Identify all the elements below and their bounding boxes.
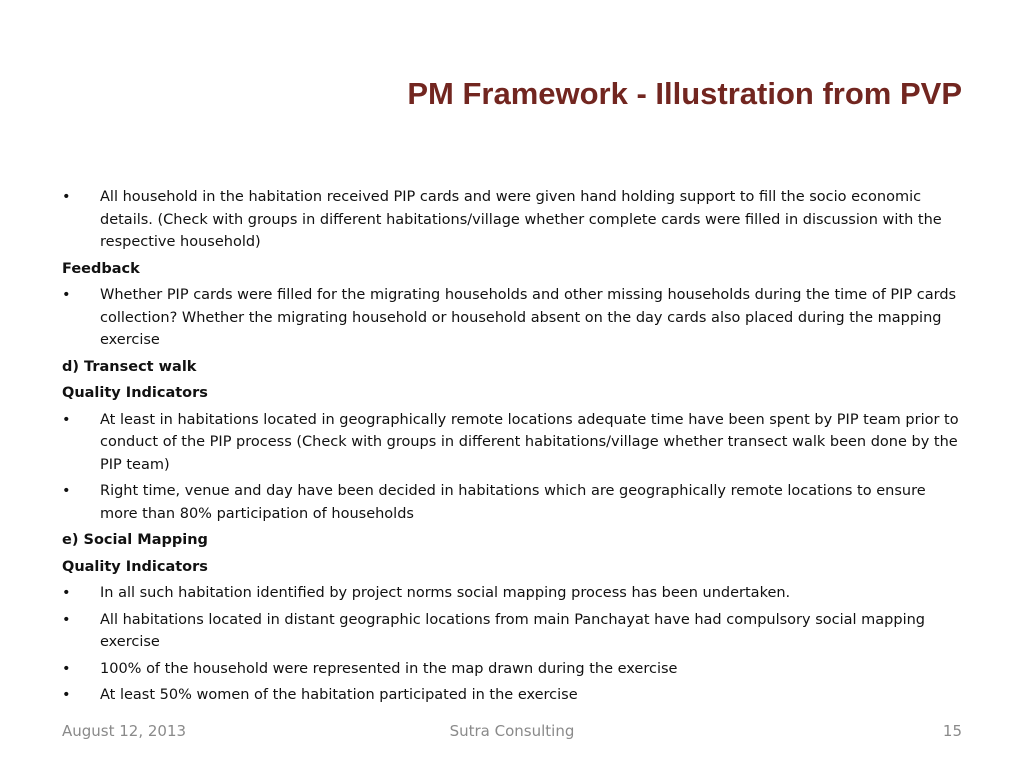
bullet-icon: • [62, 585, 71, 601]
bullet-icon: • [62, 287, 71, 303]
bullet-item [62, 478, 962, 527]
section-heading: Quality Indicators [62, 558, 208, 575]
bullet-text: 100% of the household were represented in the map drawn during the exercise [100, 660, 678, 677]
bullet-item [62, 184, 962, 256]
footer-page-number: 15 [942, 722, 962, 740]
bullet-text: All household in the habitation received PIP cards and were given hand holding support to fill the socio economic details. (Check with groups in different habitations/village whether complete cards were filled in discussion with the respective household) [100, 189, 942, 250]
section-heading: e) Social Mapping [62, 532, 208, 548]
footer-company: Sutra Consulting [449, 722, 575, 740]
footer-date: August 12, 2013 [62, 722, 187, 740]
bullet-item [62, 580, 962, 607]
bullet-text: In all such habitation identified by project norms social mapping process has been undertaken. [100, 585, 791, 601]
bullet-icon: • [62, 611, 71, 628]
bullet-text: At least 50% women of the habitation participated in the exercise [100, 687, 578, 703]
slide-content [62, 184, 962, 709]
bullet-item [62, 407, 962, 479]
bullet-text: All habitations located in distant geographic locations from main Panchayat have had compulsory social mapping exercise [100, 611, 925, 650]
bullet-item [62, 607, 962, 656]
bullet-text: At least in habitations located in geographically remote locations adequate time have been spent by PIP team prior to conduct of the PIP process (Check with groups in different habitations/village whether transect walk been done by the PIP team) [100, 411, 959, 473]
section-heading: Quality Indicators [62, 385, 208, 401]
bullet-icon: • [62, 483, 71, 499]
bullet-item [62, 682, 962, 709]
bullet-item [62, 656, 962, 683]
bullet-icon: • [62, 411, 71, 428]
bullet-text: Whether PIP cards were filled for the migrating households and other missing households during the time of PIP cards collection? Whether the migrating household or household absent on the day cards also placed during the mapping exercise [100, 287, 957, 348]
bullet-icon: • [62, 660, 71, 677]
section-heading: Feedback [62, 260, 140, 277]
bullet-icon: • [62, 687, 71, 703]
slide-title: PM Framework - Illustration from PVP [407, 76, 962, 111]
section-heading: d) Transect walk [62, 358, 197, 375]
bullet-icon: • [62, 189, 71, 205]
bullet-text: Right time, venue and day have been decided in habitations which are geographically remote locations to ensure more than 80% participation of households [100, 483, 926, 522]
bullet-item [62, 282, 962, 354]
